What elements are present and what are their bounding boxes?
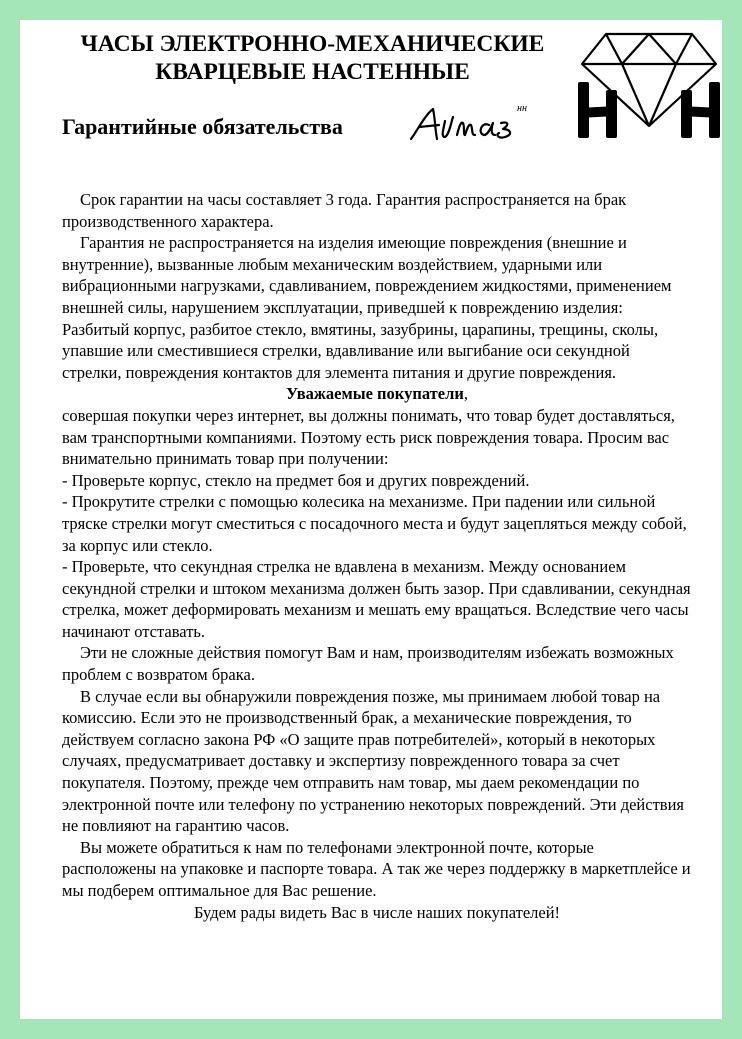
- warranty-subtitle: Гарантийные обязательства: [62, 114, 343, 139]
- check-item-case: - Проверьте корпус, стекло на предмет боя и других повреждений.: [62, 470, 530, 490]
- later-damage-paragraph: В случае если вы обнаружили повреждения позже, мы принимаем любой товар на комиссию. Если это не производственный брак, а механические повреждения, то действуем согласно закона РФ «О защите прав потребителей», который в некоторых случаях, предусматривает доставку и экспертизу поврежденного товара за счет покупателя. Поэтому, прежде чем отправить нам товар, мы даем рекомендации по электронной почте или телефону по устранению некоторых повреждений. Эти действия не повлияют на гарантию часов.: [62, 686, 684, 836]
- buyers-heading-text: Уважаемые покупатели: [286, 384, 464, 404]
- damage-list-paragraph: Разбитый корпус, разбитое стекло, вмятины, зазубрины, царапины, трещины, сколы, упавшие или сместившиеся стрелки, вдавливание или выгибание оси секундной стрелки, повреждения контактов для элемента питания и другие повреждения.: [62, 319, 659, 382]
- title-line-1: ЧАСЫ ЭЛЕКТРОННО-МЕХАНИЧЕСКИЕ: [80, 31, 545, 57]
- buyers-heading-comma: ,: [463, 384, 468, 404]
- almaz-signature-logo: [405, 99, 545, 149]
- warranty-body: [62, 189, 692, 923]
- warranty-period-paragraph: Срок гарантии на часы составляет 3 года. Гарантия распространяется на брак производственного характера.: [62, 190, 627, 231]
- exclusions-paragraph: Гарантия не распространяется на изделия имеющие повреждения (внешние и внутренние), вызванные любым механическим воздействием, ударными или вибрационными нагрузками, сдавливанием, повреждением жидкостями, применением внешней силы, нарушением эксплуатации, приведшей к повреждению изделия:: [62, 233, 672, 317]
- diamond-nn-logo-icon: [576, 22, 722, 140]
- brand-mark: нн: [517, 103, 527, 114]
- delivery-paragraph: совершая покупки через интернет, вы должны понимать, что товар будет доставляться, вам транспортными компаниями. Поэтому есть риск повреждения товара. Просим вас внимательно принимать товар при получении:: [62, 405, 675, 469]
- document-title: [20, 30, 605, 86]
- contact-paragraph: Вы можете обратиться к нам по телефонами электронной почте, которые расположены на упаковке и паспорте товара. А так же через поддержку в маркетплейсе и мы подберем оптимальное для Вас решение.: [62, 837, 691, 900]
- warranty-sheet: [20, 20, 722, 1019]
- simple-steps-paragraph: Эти не сложные действия помогут Вам и нам, производителям избежать возможных проблем с возвратом брака.: [62, 643, 674, 685]
- closing-line: Будем рады видеть Вас в числе наших покупателей!: [193, 902, 561, 922]
- title-line-2: КВАРЦЕВЫЕ НАСТЕННЫЕ: [155, 59, 470, 85]
- check-item-second-hand: - Проверьте, что секундная стрелка не вдавлена в механизм. Между основанием секундной стрелки и штоком механизма должен быть зазор. При сдавливании, секундная стрелка, может деформировать механизм и мешать ему вращаться. Вследствие чего часы начинают отставать.: [62, 557, 691, 641]
- check-item-hands: - Прокрутите стрелки с помощью колесика на механизме. При падении или сильной тряске стрелки могут сместиться с посадочного места и будут зацепляться между собой, за корпус или стекло.: [62, 492, 687, 555]
- buyers-heading: [62, 383, 692, 405]
